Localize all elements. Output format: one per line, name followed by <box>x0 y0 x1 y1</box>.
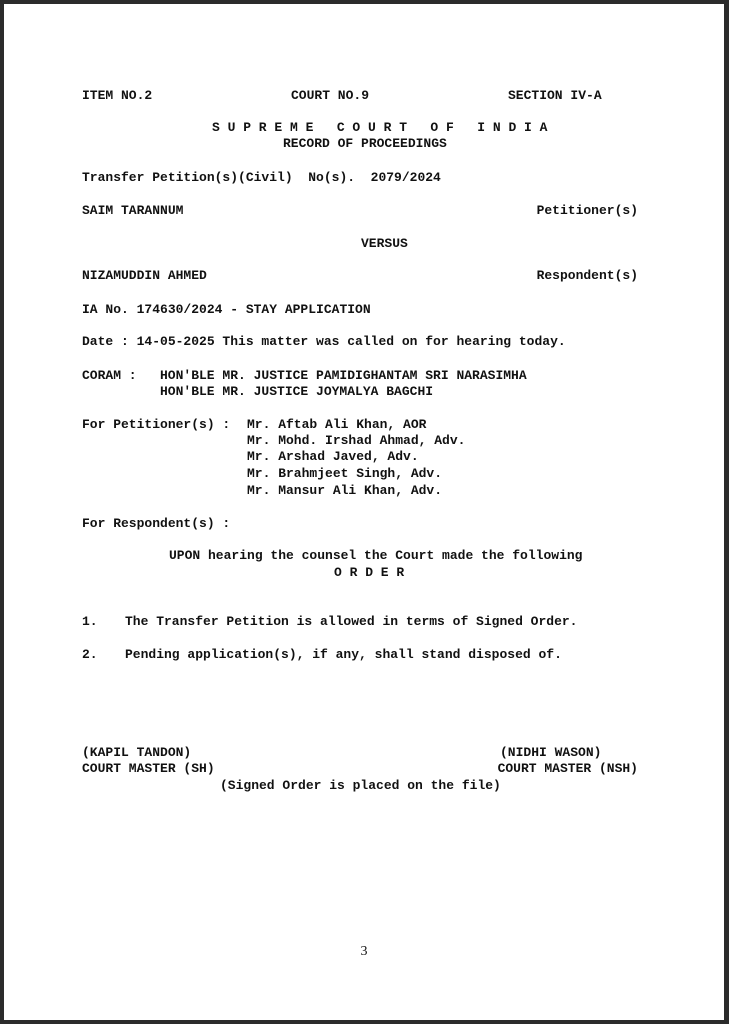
petitioner-name: SAIM TARANNUM <box>82 203 184 218</box>
document-page <box>4 4 724 1020</box>
versus-label: VERSUS <box>361 236 408 251</box>
order-number: 2. <box>82 647 98 662</box>
petitioner-role: Petitioner(s) <box>536 203 638 218</box>
record-of-proceedings: RECORD OF PROCEEDINGS <box>283 136 447 151</box>
coram-judge: HON'BLE MR. JUSTICE PAMIDIGHANTAM SRI NARASIMHA <box>160 368 527 383</box>
order-heading: O R D E R <box>334 565 405 580</box>
date-line: Date : 14-05-2025 This matter was called on for hearing today. <box>82 334 566 349</box>
coram-label: CORAM : <box>82 368 137 383</box>
signed-order-note: (Signed Order is placed on the file) <box>220 778 501 793</box>
upon-hearing-text: UPON hearing the counsel the Court made the following <box>169 548 583 563</box>
signatory-left-name: (KAPIL TANDON) <box>82 745 192 760</box>
respondent-name: NIZAMUDDIN AHMED <box>82 268 207 283</box>
order-text: Pending application(s), if any, shall stand disposed of. <box>125 647 562 662</box>
coram-judge: HON'BLE MR. JUSTICE JOYMALYA BAGCHI <box>160 384 434 399</box>
counsel-name: Mr. Aftab Ali Khan, AOR <box>247 417 427 432</box>
signatory-right-name: (NIDHI WASON) <box>500 745 602 760</box>
page-number: 3 <box>360 944 368 959</box>
court-number: COURT NO.9 <box>291 88 370 103</box>
counsel-name: Mr. Arshad Javed, Adv. <box>247 449 419 464</box>
court-name: S U P R E M E C O U R T O F I N D I A <box>212 120 548 135</box>
counsel-name: Mr. Mohd. Irshad Ahmad, Adv. <box>247 433 466 448</box>
counsel-name: Mr. Mansur Ali Khan, Adv. <box>247 483 443 498</box>
order-text: The Transfer Petition is allowed in terms of Signed Order. <box>125 614 578 629</box>
for-petitioner-label: For Petitioner(s) : <box>82 417 231 432</box>
item-number: ITEM NO.2 <box>82 88 153 103</box>
respondent-role: Respondent(s) <box>536 268 638 283</box>
signatory-left-title: COURT MASTER (SH) <box>82 761 215 776</box>
ia-line: IA No. 174630/2024 - STAY APPLICATION <box>82 302 371 317</box>
section-label: SECTION IV-A <box>508 88 602 103</box>
petition-number: Transfer Petition(s)(Civil) No(s). 2079/2024 <box>82 170 441 185</box>
counsel-name: Mr. Brahmjeet Singh, Adv. <box>247 466 443 481</box>
for-respondent-label: For Respondent(s) : <box>82 516 231 531</box>
signatory-right-title: COURT MASTER (NSH) <box>497 761 638 776</box>
order-number: 1. <box>82 614 98 629</box>
